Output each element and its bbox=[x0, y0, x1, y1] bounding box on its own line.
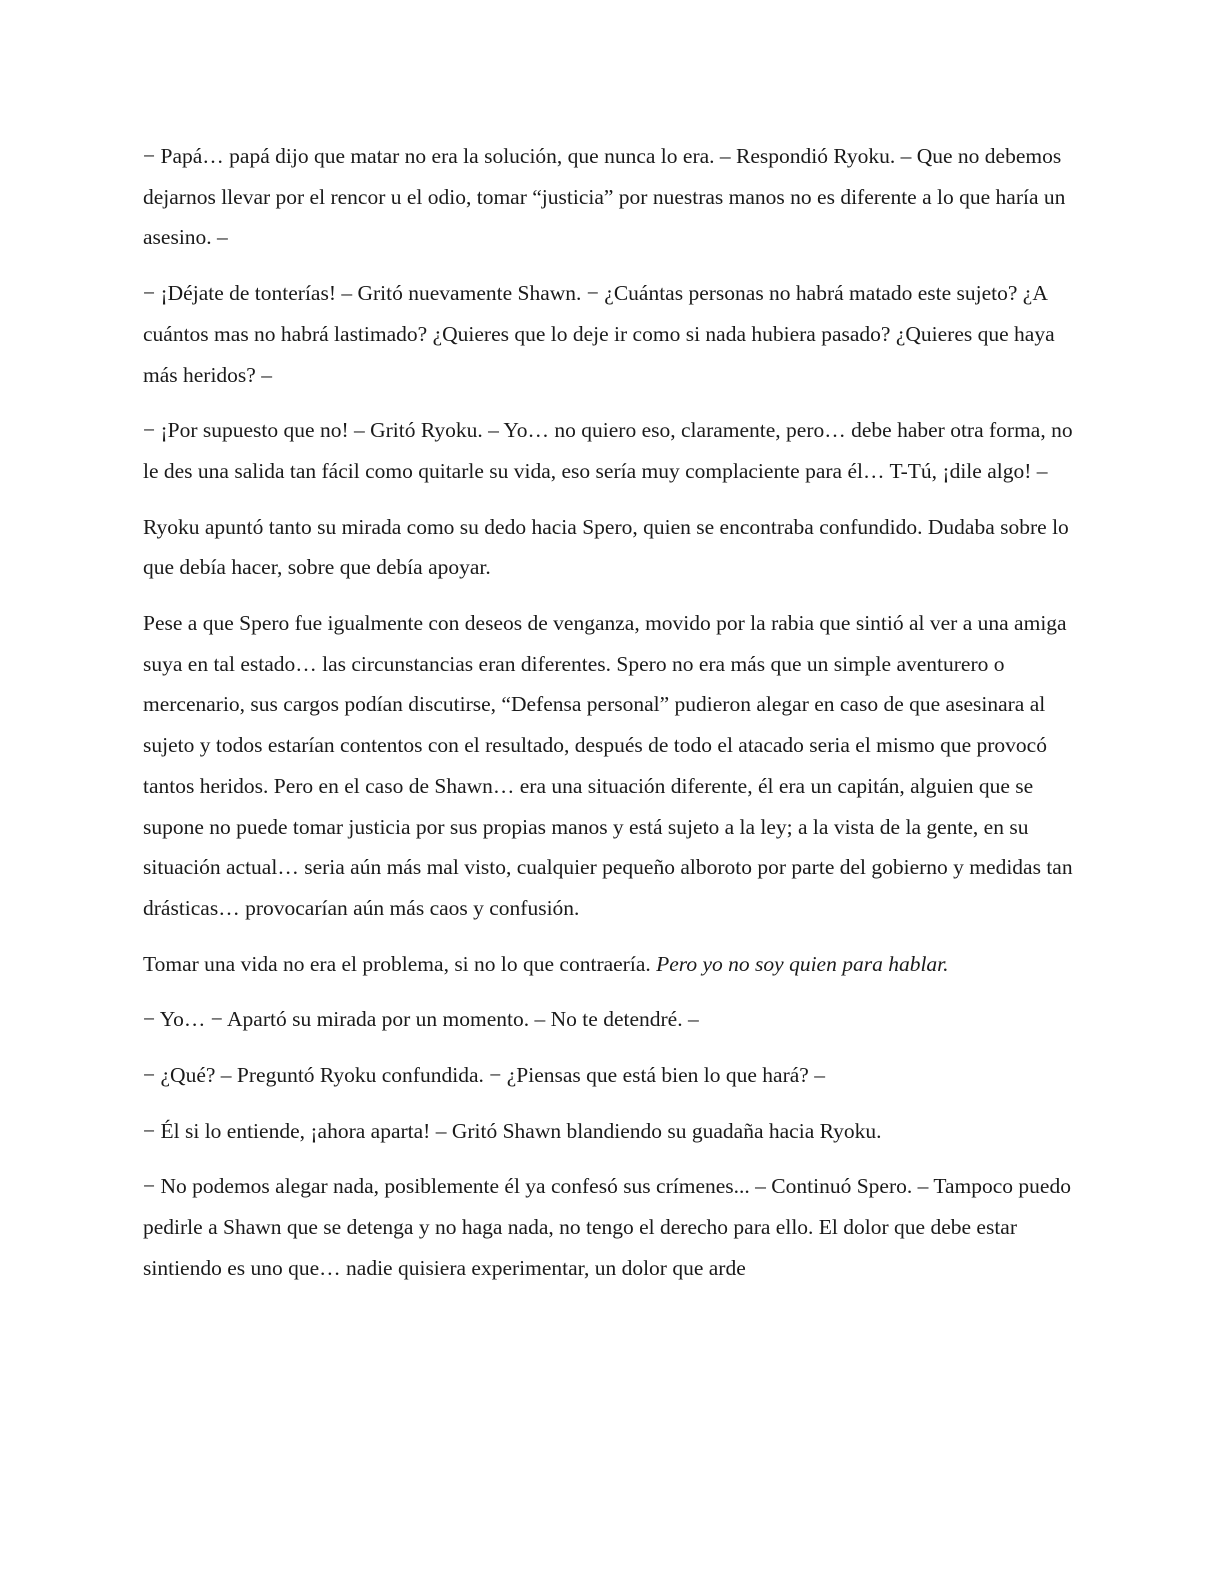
paragraph-9: − Él si lo entiende, ¡ahora aparta! – Gritó Shawn blandiendo su guadaña hacia Ryoku. bbox=[143, 1118, 882, 1143]
paragraph-7: − Yo… − Apartó su mirada por un momento. – No te detendré. – bbox=[143, 1007, 699, 1032]
paragraph-4: Ryoku apuntó tanto su mirada como su dedo hacia Spero, quien se encontraba confundido. Dudaba sobre lo que debía hacer, sobre que debía apoyar. bbox=[143, 514, 1069, 580]
paragraph-2: − ¡Déjate de tonterías! – Gritó nuevamente Shawn. − ¿Cuántas personas no habrá matado este sujeto? ¿A cuántos mas no habrá lastimado? ¿Quieres que lo deje ir como si nada hubiera pasado? ¿Quieres que haya más heridos? – bbox=[143, 281, 1055, 387]
paragraph-3: − ¡Por supuesto que no! – Gritó Ryoku. – Yo… no quiero eso, claramente, pero… debe haber otra forma, no le des una salida tan fácil como quitarle su vida, eso sería muy complaciente para él… T-Tú, ¡dile algo! – bbox=[143, 418, 1073, 483]
document-body bbox=[143, 136, 1083, 1304]
paragraph-6-text: Tomar una vida no era el problema, si no lo que contraería. bbox=[143, 951, 657, 976]
paragraph-6 bbox=[143, 944, 1083, 985]
paragraph-6-italic-thought: Pero yo no soy quien para hablar. bbox=[656, 951, 949, 976]
paragraph-8: − ¿Qué? – Preguntó Ryoku confundida. − ¿Piensas que está bien lo que hará? – bbox=[143, 1063, 825, 1088]
paragraph-1: − Papá… papá dijo que matar no era la solución, que nunca lo era. – Respondió Ryoku. – Que no debemos dejarnos llevar por el rencor u el odio, tomar “justicia” por nuestras manos no es diferente a lo que haría un asesino. – bbox=[143, 144, 1066, 250]
paragraph-5: Pese a que Spero fue igualmente con deseos de venganza, movido por la rabia que sintió al ver a una amiga suya en tal estado… las circunstancias eran diferentes. Spero no era más que un simple aventurero o mercenario, sus cargos podían discutirse, “Defensa personal” pudieron alegar en caso de que asesinara al sujeto y todos estarían contentos con el resultado, después de todo el atacado seria el mismo que provocó tantos heridos. Pero en el caso de Shawn… era una situación diferente, él era un capitán, alguien que se supone no puede tomar justicia por sus propias manos y está sujeto a la ley; a la vista de la gente, en su situación actual… seria aún más mal visto, cualquier pequeño alboroto por parte del gobierno y medidas tan drásticas… provocarían aún más caos y confusión. bbox=[143, 611, 1073, 920]
paragraph-10: − No podemos alegar nada, posiblemente él ya confesó sus crímenes... – Continuó Spero. – Tampoco puedo pedirle a Shawn que se detenga y no haga nada, no tengo el derecho para ello. El dolor que debe estar sintiendo es uno que… nadie quisiera experimentar, un dolor que arde bbox=[143, 1174, 1071, 1280]
